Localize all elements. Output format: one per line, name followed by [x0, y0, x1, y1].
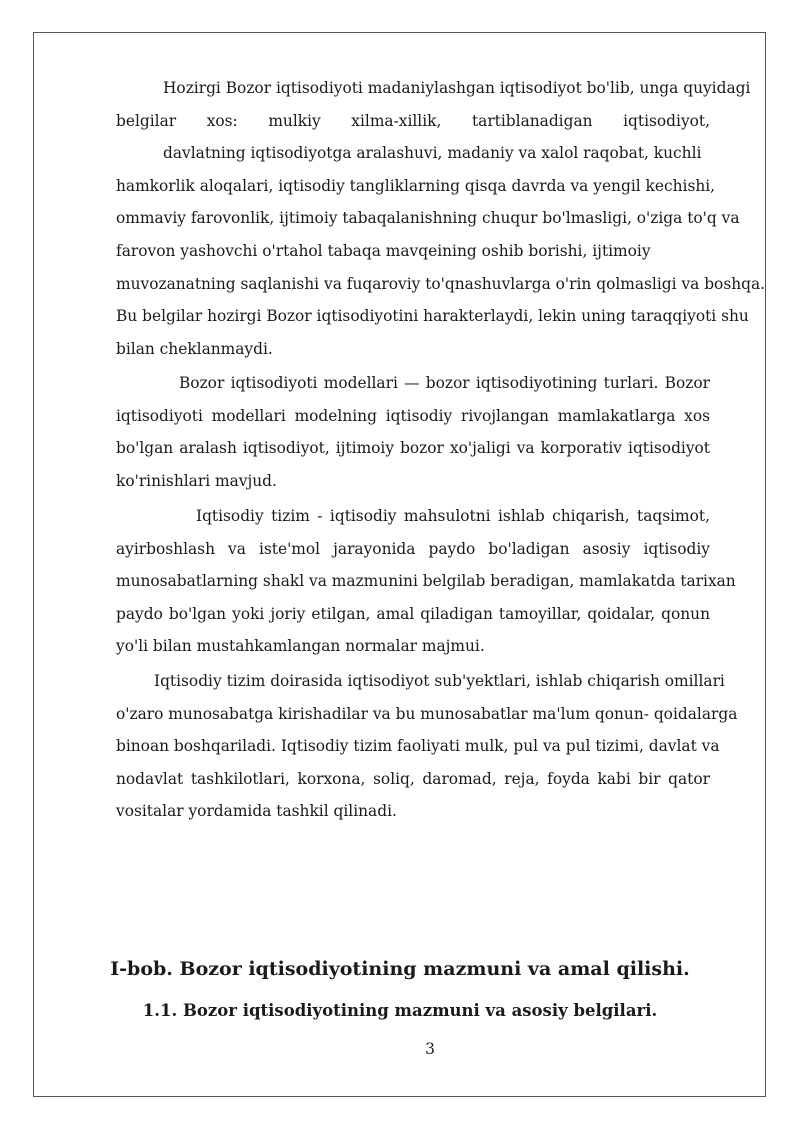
text-line: binoan boshqariladi. Iqtisodiy tizim faoliyati mulk, pul va pul tizimi, davlat va [116, 737, 720, 756]
text-line: Iqtisodiy tizim - iqtisodiy mahsulotni ishlab chiqarish, taqsimot, [196, 507, 710, 525]
text-line: yo'li bilan mustahkamlangan normalar majmui. [116, 637, 485, 656]
text-line: ommaviy farovonlik, ijtimoiy tabaqalanishning chuqur bo'lmasligi, o'ziga to'q va [116, 209, 740, 228]
text-line: Hozirgi Bozor iqtisodiyoti madaniylashgan iqtisodiyot bo'lib, unga quyidagi [163, 79, 751, 97]
text-line: ayirboshlash va iste'mol jarayonida paydo bo'ladigan asosiy iqtisodiy [116, 539, 710, 558]
paragraph-market-economy-features [116, 72, 766, 365]
text-line: farovon yashovchi o'rtahol tabaqa mavqeining oshib borishi, ijtimoiy [116, 241, 651, 260]
paragraph-economic-system-definition [116, 500, 736, 663]
text-line: Bu belgilar hozirgi Bozor iqtisodiyotini harakterlaydi, lekin uning taraqqiyoti shu [116, 307, 749, 326]
text-line: belgilar xos: mulkiy xilma-xillik, tartiblanadigan iqtisodiyot, [116, 111, 710, 130]
text-line: vositalar yordamida tashkil qilinadi. [116, 802, 397, 821]
chapter-heading: I-bob. Bozor iqtisodiyotining mazmuni va amal qilishi. [110, 958, 690, 980]
paragraph-market-economy-models [116, 367, 710, 497]
text-line: o'zaro munosabatga kirishadilar va bu munosabatlar ma'lum qonun- qoidalarga [116, 704, 738, 723]
section-heading: 1.1. Bozor iqtisodiyotining mazmuni va asosiy belgilari. [142, 1001, 658, 1020]
text-line: munosabatlarning shakl va mazmunini belgilab beradigan, mamlakatda tarixan [116, 572, 736, 591]
text-line: muvozanatning saqlanishi va fuqaroviy to'qnashuvlarga o'rin qolmasligi va boshqa. [116, 274, 766, 293]
text-line: iqtisodiyoti modellari modelning iqtisodiy rivojlangan mamlakatlarga xos [116, 406, 710, 425]
text-line: Iqtisodiy tizim doirasida iqtisodiyot sub'yektlari, ishlab chiqarish omillari [154, 672, 725, 690]
text-line: Bozor iqtisodiyoti modellari — bozor iqtisodiyotining turlari. Bozor [179, 374, 710, 392]
page-number: 3 [425, 1040, 435, 1058]
paragraph-economic-system-subjects [116, 665, 738, 828]
text-line: ko'rinishlari mavjud. [116, 471, 277, 490]
text-line: bo'lgan aralash iqtisodiyot, ijtimoiy bozor xo'jaligi va korporativ iqtisodiyot [116, 439, 710, 458]
text-line: hamkorlik aloqalari, iqtisodiy tangliklarning qisqa davrda va yengil kechishi, [116, 176, 716, 195]
text-line: bilan cheklanmaydi. [116, 339, 273, 358]
text-line: davlatning iqtisodiyotga aralashuvi, madaniy va xalol raqobat, kuchli [163, 144, 702, 163]
text-line: paydo bo'lgan yoki joriy etilgan, amal qiladigan tamoyillar, qoidalar, qonun [116, 604, 710, 623]
text-line: nodavlat tashkilotlari, korxona, soliq, daromad, reja, foyda kabi bir qator [116, 769, 710, 788]
